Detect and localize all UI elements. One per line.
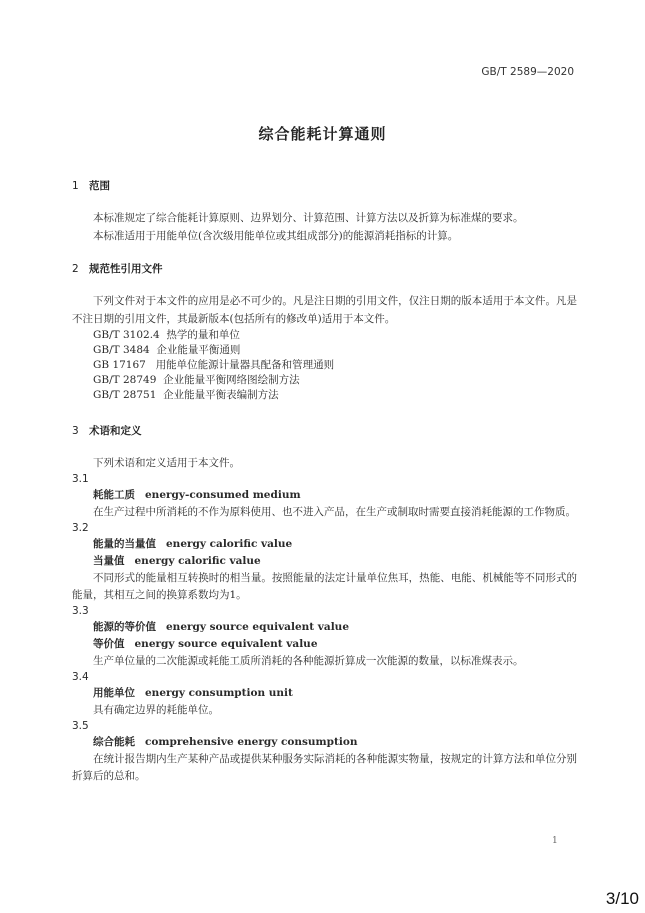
term-name-en: energy consumption unit <box>145 687 293 699</box>
term-name-cn: 用能单位 <box>93 687 135 699</box>
term-name <box>72 536 577 553</box>
paragraph: 本标准适用于用能单位(含次级用能单位或其组成部分)的能源消耗指标的计算。 <box>93 230 459 242</box>
reference-code: GB 17167 <box>93 359 146 371</box>
section-heading-2 <box>72 261 577 276</box>
reference-code: GB/T 28751 <box>93 389 157 401</box>
term-name-cn: 等价值 <box>93 638 125 650</box>
term-name-en: comprehensive energy consumption <box>145 736 358 748</box>
term-name <box>72 734 577 751</box>
term-number: 3.2 <box>72 522 89 534</box>
term-number: 3.1 <box>72 473 89 485</box>
section-number: 2 <box>72 263 79 275</box>
section-number: 3 <box>72 425 79 437</box>
reference-code: GB/T 3484 <box>93 344 150 356</box>
term-definition: 具有确定边界的耗能单位。 <box>93 704 219 716</box>
term-name-en: energy source equivalent value <box>166 621 350 633</box>
page-indicator: 3/10 <box>605 889 639 908</box>
term-definition: 在生产过程中所消耗的不作为原料使用、也不进入产品，在生产或制取时需要直接消耗能源的工作物质。 <box>93 506 576 518</box>
term-name <box>72 636 577 653</box>
term-name-cn: 综合能耗 <box>93 736 135 748</box>
term-name-cn: 当量值 <box>93 555 125 567</box>
term-definition: 在统计报告期内生产某种产品或提供某种服务实际消耗的各种能源实物量，按规定的计算方法和单位分别折算后的总和。 <box>72 753 577 782</box>
document-body <box>72 178 577 785</box>
page-number: 1 <box>552 836 558 846</box>
reference-item <box>72 358 577 373</box>
section-title: 术语和定义 <box>89 425 142 437</box>
term-number: 3.4 <box>72 671 89 683</box>
term-name-cn: 耗能工质 <box>93 489 135 501</box>
term-definition: 不同形式的能量相互转换时的相当量。按照能量的法定计量单位焦耳，热能、电能、机械能等不同形式的能量，其相互之间的换算系数均为1。 <box>72 572 577 601</box>
reference-name: 企业能量平衡通则 <box>156 344 241 356</box>
section-title: 规范性引用文件 <box>89 263 163 275</box>
term-number: 3.3 <box>72 605 89 617</box>
term-name <box>72 619 577 636</box>
paragraph: 下列术语和定义适用于本文件。 <box>93 457 240 469</box>
term-name-cn: 能源的等价值 <box>93 621 156 633</box>
document-title: 综合能耗计算通则 <box>258 125 387 143</box>
term-name-cn: 能量的当量值 <box>93 538 156 550</box>
term-number: 3.5 <box>72 720 89 732</box>
term-name-en: energy-consumed medium <box>145 489 301 501</box>
section-number: 1 <box>72 180 79 192</box>
reference-name: 企业能量平衡网络图绘制方法 <box>163 374 300 386</box>
reference-item <box>72 343 577 358</box>
reference-name: 用能单位能源计量器具配备和管理通则 <box>155 359 335 371</box>
paragraph: 下列文件对于本文件的应用是必不可少的。凡是注日期的引用文件，仅注日期的版本适用于本文件。凡是不注日期的引用文件，其最新版本(包括所有的修改单)适用于本文件。 <box>72 295 577 325</box>
term-name-en: energy source equivalent value <box>134 638 318 650</box>
section-heading-3 <box>72 423 577 438</box>
reference-code: GB/T 28749 <box>93 374 157 386</box>
reference-name: 企业能量平衡表编制方法 <box>163 389 279 401</box>
term-name-en: energy calorific value <box>134 555 261 567</box>
reference-code: GB/T 3102.4 <box>93 329 160 341</box>
term-definition: 生产单位量的二次能源或耗能工质所消耗的各种能源折算成一次能源的数量，以标准煤表示。 <box>93 655 524 667</box>
reference-item <box>72 373 577 388</box>
paragraph: 本标准规定了综合能耗计算原则、边界划分、计算范围、计算方法以及折算为标准煤的要求。 <box>93 212 524 224</box>
section-title: 范围 <box>89 180 110 192</box>
reference-item <box>72 328 577 343</box>
term-name-en: energy calorific value <box>166 538 293 550</box>
section-heading-1 <box>72 178 577 193</box>
reference-item <box>72 388 577 403</box>
term-name <box>72 553 577 570</box>
standard-code: GB/T 2589—2020 <box>481 66 574 78</box>
reference-name: 热学的量和单位 <box>166 329 240 341</box>
term-name <box>72 685 577 702</box>
term-name <box>72 487 577 504</box>
